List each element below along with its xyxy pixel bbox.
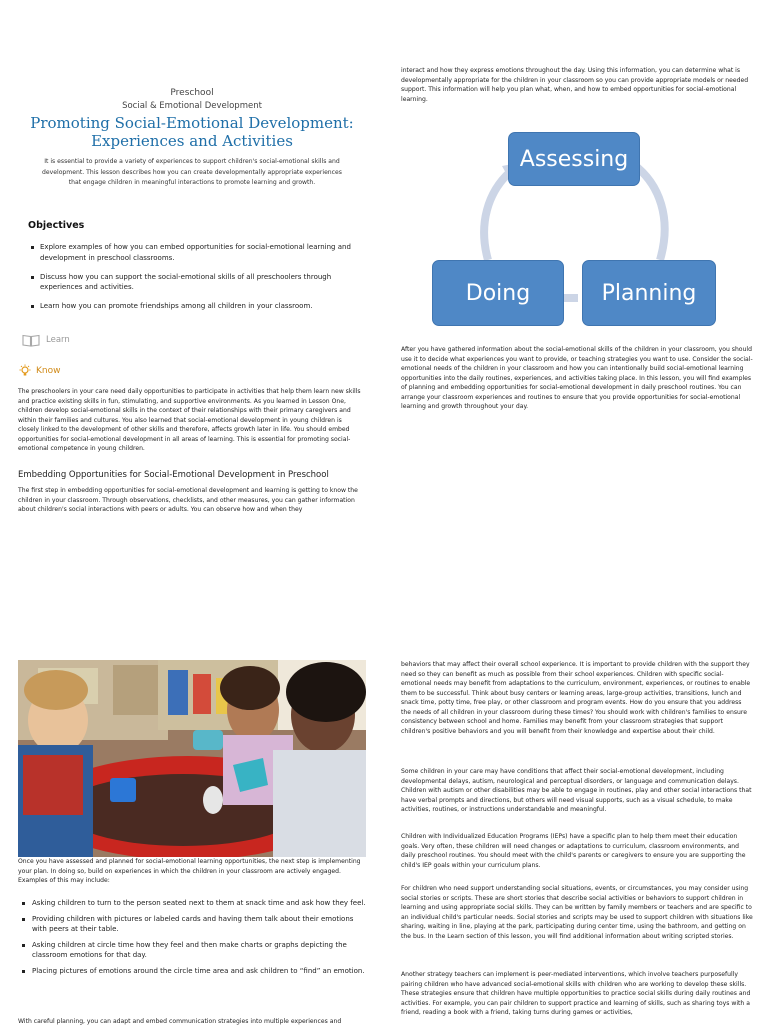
implementing-paragraph: Once you have assessed and planned for social-emotional learning opportunities, the next step is implementing your plan. In doing so, build on experiences in which the children in your classroom are actively engaged. Examples of this may include: [18,858,361,884]
objective-text: Learn how you can promote friendships among all children in your classroom. [40,302,313,310]
peer-mediated-paragraph: Another strategy teachers can implement is peer-mediated interventions, which involve teachers purposefully pairing children who have advanced social-emotional skills with children who are working to develop these skills. These strategies ensure that children have multiple opportunities to practice social skills during daily routines and activities. For example, you can pair children to support practice and learning of skills, such as sharing toys with a friend, reading a book with a friend, taking turns during games or activities, [401,971,751,1016]
doing-box: Doing [432,260,564,326]
embedding-paragraph: The first step in embedding opportunities for social-emotional development and learning is getting to know the children in your classroom. Through observations, checklists, and other measures, you can gather information about children's social interactions with peers or adults. You can observe how and when they [18,487,358,513]
example-text: Asking children to turn to the person seated next to them at snack time and ask how they feel. [32,899,366,907]
embedding-heading: Embedding Opportunities for Social-Emotional Development in Preschool [18,470,329,480]
example-item [20,898,366,909]
know-section-link[interactable] [18,364,60,378]
iep-paragraph: Children with Individualized Education Programs (IEPs) have a specific plan to help them meet their education goals. Very often, these children will need changes or adaptations to curriculum, classroom environments, and daily preschool routines. You should meet with the child's parents or caregivers to ensure you are supporting the child's IEP goals within your curriculum plans. [401,833,746,869]
example-text: Providing children with pictures or labeled cards and having them talk about their emotions with peers at their table. [32,914,354,933]
with-careful-planning-paragraph: With careful planning, you can adapt and embed communication strategies into multiple experiences and [18,1018,342,1025]
objective-text: Explore examples of how you can embed opportunities for social-emotional learning and development in preschool classrooms. [40,243,351,262]
bullet-icon [22,918,25,921]
objectives-list [30,242,360,320]
objectives-heading: Objectives [28,220,85,231]
objective-item [30,242,360,263]
know-paragraph: The preschoolers in your care need daily opportunities to participate in activities that help them learn new skills and practice existing skills in fun, stimulating, and supportive environments. As you learned in Lesson One, children develop social-emotional skills in the context of their relationships with their primary caregivers and within their families and cultures. You also learned that social-emotional development in young children is closely linked to the development of other skills and therefore, affects growth later in life. You should embed opportunities for social-emotional development in all areas of learning. This is essential for promoting social-emotional competence in young children. [18,388,361,452]
assessing-box: Assessing [508,132,640,186]
conditions-paragraph: Some children in your care may have conditions that affect their social-emotional development, including developmental delays, autism, neurological and perceptual disorders, or language and communication delays. Children with autism or other disabilities may be able to engage in routines, play and other social interactions that have verbal prompts and directions, but others will need visual supports, such as a visual schedule, to make activities, routines, or instructions understandable and meaningful. [401,768,752,813]
classroom-photo [18,660,366,857]
after-paragraph: After you have gathered information about the social-emotional skills of the children in your classroom, you should use it to decide what experiences you want to provide, or teaching strategies you want to use. Consider the social-emotional needs of the children in your classroom and how you can intentionally build social-emotional learning opportunities into the daily routines, experiences, and activities taking place. In this lesson, you will find examples of planning and embedding opportunities for social-emotional development in daily preschool routines. You can arrange your classroom experiences and routines to ensure that you provide opportunities for social-emotional learning and growth throughout your day. [401,346,753,410]
course-kicker: Preschool [170,88,214,98]
bullet-icon [22,944,25,947]
objective-item [30,272,360,293]
bullet-icon [31,276,34,279]
example-item [20,940,366,961]
example-item [20,966,366,977]
learn-section-link[interactable] [22,332,70,348]
objective-text: Discuss how you can support the social-emotional skills of all preschoolers through experiences and activities. [40,272,332,291]
assess-plan-do-cycle-diagram [428,124,720,330]
bullet-icon [31,246,34,249]
bullet-icon [31,305,34,308]
examples-list [20,898,366,981]
planning-box: Planning [582,260,716,326]
course-subject: Social & Emotional Development [122,101,262,111]
continued-paragraph: interact and how they express emotions throughout the day. Using this information, you can determine what is developmentally appropriate for the children in your classroom so you can provide appropriate models or needed support. This information will help you plan what, when, and how to embed opportunities for social-emotional learning. [401,67,749,103]
bullet-icon [22,902,25,905]
support-paragraph: behaviors that may affect their overall school experience. It is important to provide children with the support they need so they can benefit as much as possible from their school experiences. Children with specific social-emotional needs may benefit from adaptations to the curriculum, environment, experiences, or routines to enable them to be successful. Think about busy centers or learning areas, large-group activities, transitions, lunch and snack time, potty time, free play, or other classroom and program events. How do you ensure that you address the needs of all children in your classroom during these times? You should work with children's families to ensure consistency between school and home. Families may benefit from your classroom strategies that support children's positive behaviors and you will benefit from their knowledge and expertise about their child. [401,661,751,735]
lesson-intro: It is essential to provide a variety of experiences to support children's social-emotional skills and development. This lesson describes how you can create developmentally appropriate experiences that engage children in meaningful interactions to promote learning and growth. [42,158,342,186]
bullet-icon [22,970,25,973]
children-water-play-image [18,660,366,857]
social-stories-paragraph: For children who need support understanding social situations, events, or circumstances, you may consider using social stories or scripts. These are short stories that describe social activities or behaviors to support children in learning and using appropriate social skills. They can be written by family members or teachers and are specific to an individual child's particular needs. Social stories and scripts may be used to support children with situations like sharing, waiting in line, playing at the park, participating during center time, using the bathroom, and getting on the bus. In the Learn section of this lesson, you will find additional information about writing scripted stories. [401,885,753,940]
example-text: Asking children at circle time how they feel and then make charts or graphs depicting the classroom emotions for that day. [32,940,347,959]
example-item [20,914,366,935]
lightbulb-icon [18,364,32,378]
objective-item [30,301,360,312]
know-label: Know [36,366,61,376]
example-text: Placing pictures of emotions around the circle time area and ask children to “find” an emotion. [32,966,365,975]
book-icon [22,334,40,347]
learn-label: Learn [46,335,70,345]
lesson-title: Promoting Social-Emotional Development: Experiences and Activities [30,114,354,150]
